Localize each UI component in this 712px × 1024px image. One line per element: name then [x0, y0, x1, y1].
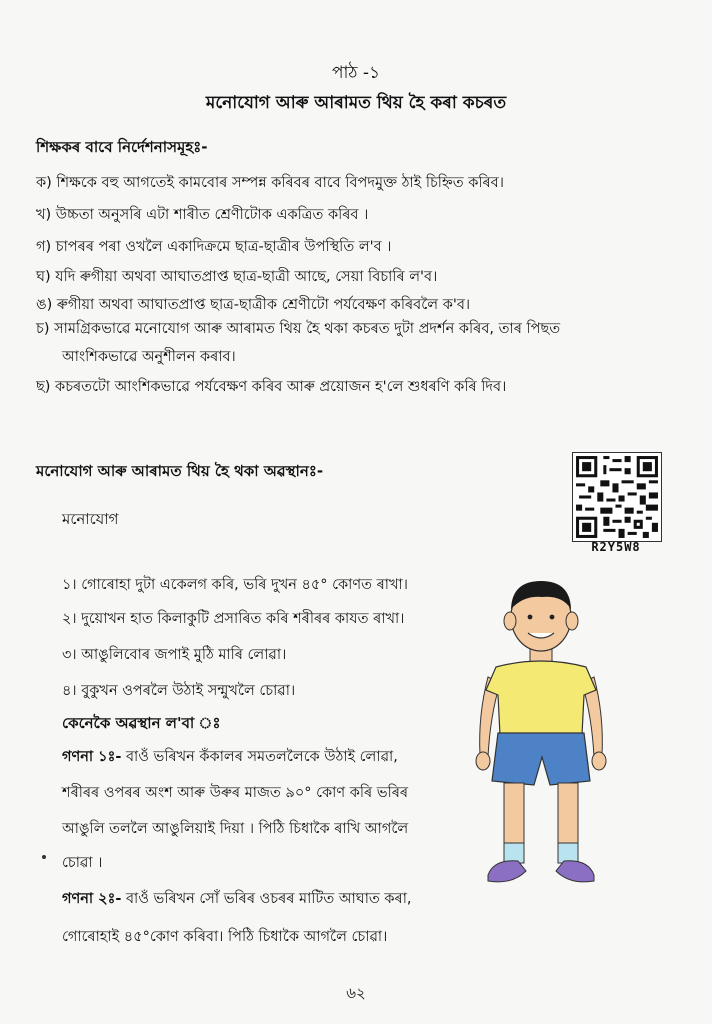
step-item: ২। দুয়োখন হাত কিলাকুটি প্ৰসাৰিত কৰি শৰীৰৰ কাযত ৰাখা। [62, 611, 405, 627]
instruction-item: গ) চাপৰৰ পৰা ওখলৈ একাদিক্ৰমে ছাত্ৰ-ছাত্ৰীৰ উপস্থিতি ল'ব । [36, 239, 392, 255]
count-1-text: বাওঁ ভৰিখন কঁকালৰ সমতললৈকে উঠাই লোৱা, [125, 749, 398, 765]
how-to-heading: কেনেকৈ অৱস্থান ল'বা ঃ [62, 714, 221, 732]
instruction-item-continued: আংশিকভাৱে অনুশীলন কৰাব। [62, 349, 236, 365]
instruction-item: ছ) কচৰতটো আংশিকভাৱে পৰ্যবেক্ষণ কৰিব আৰু প্ৰয়োজন হ'লে শুধৰণি কৰি দিব। [36, 379, 507, 395]
lesson-title: মনোযোগ আৰু আৰামত থিয় হৈ কৰা কচৰত [205, 93, 507, 113]
instruction-item: ক) শিক্ষকে বহু আগতেই কামবোৰ সম্পন্ন কৰিবৰ বাবে বিপদমুক্ত ঠাই চিহ্নিত কৰিব। [36, 175, 504, 191]
stray-dot [42, 855, 46, 859]
instruction-item: ঘ) যদি ৰুগীয়া অথবা আঘাতপ্ৰাপ্ত ছাত্ৰ-ছাত্ৰী আছে, সেয়া বিচাৰি ল'ব। [36, 269, 438, 285]
teacher-instructions-heading: শিক্ষকৰ বাবে নিৰ্দেশনাসমূহঃ- [36, 138, 208, 156]
page-number: ৬২ [346, 984, 366, 1002]
count-2-label: গণনা ২ঃ- [62, 891, 122, 907]
instruction-item: খ) উচ্চতা অনুসৰি এটা শাৰীত শ্ৰেণীটোক একত্ৰিত কৰিব । [36, 207, 369, 223]
attention-label: মনোযোগ [62, 510, 119, 528]
lesson-number: পাঠ -১ [331, 63, 381, 83]
count-1-text: চোৱা । [62, 855, 103, 871]
instruction-item: ঙ) ৰুগীয়া অথবা আঘাতপ্ৰাপ্ত ছাত্ৰ-ছাত্ৰীক শ্ৰেণীটো পৰ্যবেক্ষণ কৰিবলৈ ক'ব। [36, 297, 471, 313]
count-2-text: বাওঁ ভৰিখন সোঁ ভৰিৰ ওচৰৰ মাটিত আঘাত কৰা, [125, 891, 412, 907]
count-1-line [62, 746, 398, 770]
count-2-text: গোৰোহাই ৪৫°কোণ কৰিবা। পিঠি চিধাকৈ আগলৈ চোৱা। [62, 929, 388, 945]
instruction-item: চ) সামগ্ৰিকভাৱে মনোযোগ আৰু আৰামত থিয় হৈ থকা কচৰত দুটা প্ৰদৰ্শন কৰিব, তাৰ পিছত [36, 321, 561, 337]
qr-code-icon[interactable] [572, 452, 662, 542]
count-1-text: শৰীৰৰ ওপৰৰ অংশ আৰু উৰুৰ মাজত ৯০° কোণ কৰি ভৰিৰ [62, 785, 409, 801]
count-2-line [62, 888, 412, 912]
boy-standing-illustration [466, 575, 616, 905]
count-1-text: আঙুলি তললৈ আঙুলিয়াই দিয়া । পিঠি চিধাকৈ ৰাখি আগলৈ [62, 821, 409, 837]
step-item: ১। গোৰোহা দুটা একেলগ কৰি, ভৰি দুখন ৪৫° কোণত ৰাখা। [62, 577, 408, 593]
positions-heading: মনোযোগ আৰু আৰামত থিয় হৈ থকা অৱস্থানঃ- [36, 462, 324, 480]
qr-code-label: R2Y5W8 [591, 540, 641, 554]
step-item: ৪। বুকুখন ওপৰলৈ উঠাই সন্মুখলৈ চোৱা। [62, 683, 296, 699]
count-1-label: গণনা ১ঃ- [62, 749, 122, 765]
step-item: ৩। আঙুলিবোৰ জপাই মুঠি মাৰি লোৱা। [62, 647, 287, 663]
